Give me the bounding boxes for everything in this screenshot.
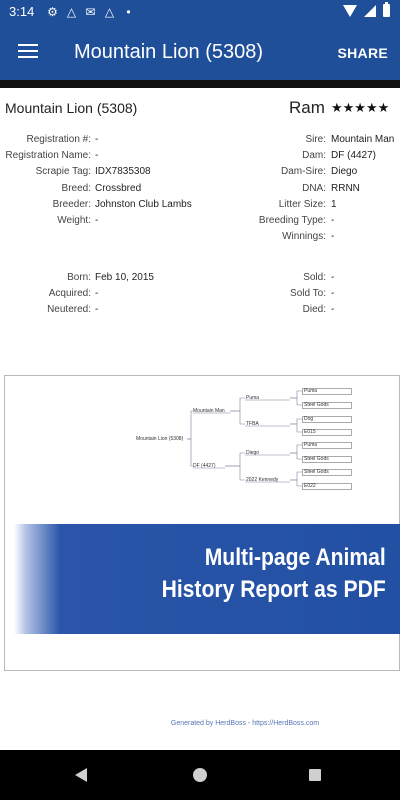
app-bar [0, 24, 400, 80]
field-row [0, 150, 200, 166]
back-icon[interactable] [75, 768, 87, 782]
pedigree-g3-box: Dog [302, 416, 352, 423]
field-value: Crossbred [95, 182, 142, 194]
field-row [200, 183, 400, 199]
field-value: - [331, 288, 335, 300]
left-fields [0, 134, 200, 231]
pedigree-dam: DF (4427) [193, 463, 216, 469]
divider-strip [0, 80, 400, 88]
field-label: Acquired: [48, 288, 91, 300]
field-label: Dam: [302, 150, 326, 162]
field-value: Diego [331, 166, 358, 178]
field-value: - [95, 150, 99, 162]
pedigree-g3-box: Steel Gods [302, 469, 352, 476]
field-row [200, 199, 400, 215]
status-time: 3:14 [9, 4, 35, 19]
drive-icon: △ [66, 5, 77, 19]
battery-icon [383, 4, 390, 17]
system-nav-bar [0, 750, 400, 800]
field-value: - [95, 214, 99, 226]
field-row [200, 272, 400, 288]
field-row [0, 288, 200, 304]
field-label: Litter Size: [278, 198, 326, 210]
field-label: Died: [302, 304, 326, 316]
field-value: - [95, 304, 99, 316]
home-icon[interactable] [193, 768, 207, 782]
field-label: Sold: [303, 272, 326, 283]
status-bar [0, 0, 400, 24]
recents-icon[interactable] [309, 769, 321, 781]
pedigree-sire-dam: TFBA [246, 421, 259, 427]
wifi-icon [343, 5, 357, 17]
field-label: Sold To: [290, 288, 326, 300]
drive-icon: △ [104, 5, 115, 19]
pedigree-sire-sire: Puma [246, 395, 260, 401]
field-value: Feb 10, 2015 [95, 272, 154, 283]
field-label: Registration #: [26, 134, 91, 145]
field-row [200, 288, 400, 304]
field-label: Sire: [305, 134, 326, 145]
field-label: Neutered: [47, 304, 91, 316]
right-fields-status [200, 272, 400, 321]
field-row [0, 166, 200, 182]
left-fields-dates [0, 272, 200, 321]
pedigree-g3-box: Puma [302, 388, 352, 395]
rating-stars: ★★★★★ [331, 100, 390, 115]
field-value: IDX7835308 [95, 166, 151, 178]
field-value: Mountain Man [331, 134, 395, 145]
gmail-icon: ✉ [85, 5, 96, 19]
pedigree-dam-dam: 2022 Kennedy [246, 477, 279, 483]
field-row [200, 304, 400, 320]
field-row [200, 215, 400, 231]
field-value: - [331, 231, 335, 243]
share-button[interactable]: SHARE [337, 45, 388, 61]
field-value: - [331, 214, 335, 226]
signal-icon [364, 5, 376, 17]
field-row [200, 134, 400, 150]
page-title: Mountain Lion (5308) [74, 41, 264, 63]
field-row [200, 166, 400, 182]
dot-icon: • [126, 5, 131, 19]
pedigree-g3-box: Steel Gods [302, 456, 352, 463]
field-label: DNA: [302, 182, 326, 194]
field-row [0, 272, 200, 288]
pedigree-g3-box: E022 [302, 483, 352, 490]
notification-icons [46, 5, 135, 19]
field-value: - [95, 134, 99, 145]
pedigree-root: Mountain Lion (5308) [136, 436, 184, 442]
field-label: Registration Name: [5, 150, 91, 162]
field-value: - [331, 304, 335, 316]
pedigree-g3-box: E015 [302, 429, 352, 436]
field-value: RRNN [331, 182, 360, 194]
field-row [0, 183, 200, 199]
field-label: Dam-Sire: [280, 166, 326, 178]
banner-line-2: History Report as PDF [161, 576, 386, 603]
field-label: Breeding Type: [258, 214, 326, 226]
gear-icon: ⚙ [47, 5, 58, 19]
animal-name: Mountain Lion (5308) [5, 100, 138, 116]
field-label: Breeder: [52, 198, 91, 210]
field-row [200, 231, 400, 247]
field-value: - [331, 272, 335, 283]
pedigree-sire: Mountain Man [193, 408, 225, 414]
field-row [0, 215, 200, 231]
field-row [0, 134, 200, 150]
field-label: Weight: [57, 214, 91, 226]
field-label: Scrapie Tag: [35, 166, 91, 178]
field-row [0, 199, 200, 215]
pedigree-g3-box: Steel Gods [302, 402, 352, 409]
field-label: Winnings: [282, 231, 326, 243]
field-row [200, 150, 400, 166]
generated-by-footer: Generated by HerdBoss - https://HerdBoss.com [170, 720, 320, 727]
field-value: DF (4427) [331, 150, 377, 162]
field-row [0, 304, 200, 320]
pdf-report-banner [14, 524, 400, 634]
field-label: Breed: [61, 182, 91, 194]
system-icons [343, 4, 390, 17]
pedigree-g3-box: Puma [302, 442, 352, 449]
pedigree-dam-sire: Diego [246, 450, 260, 456]
right-fields [200, 134, 400, 247]
field-value: 1 [331, 198, 337, 210]
field-value: - [95, 288, 99, 300]
animal-sex: Ram [289, 98, 325, 117]
field-label: Born: [67, 272, 91, 283]
field-value: Johnston Club Lambs [95, 198, 192, 210]
banner-line-1: Multi-page Animal [204, 544, 386, 571]
hamburger-menu-icon[interactable] [18, 44, 38, 60]
